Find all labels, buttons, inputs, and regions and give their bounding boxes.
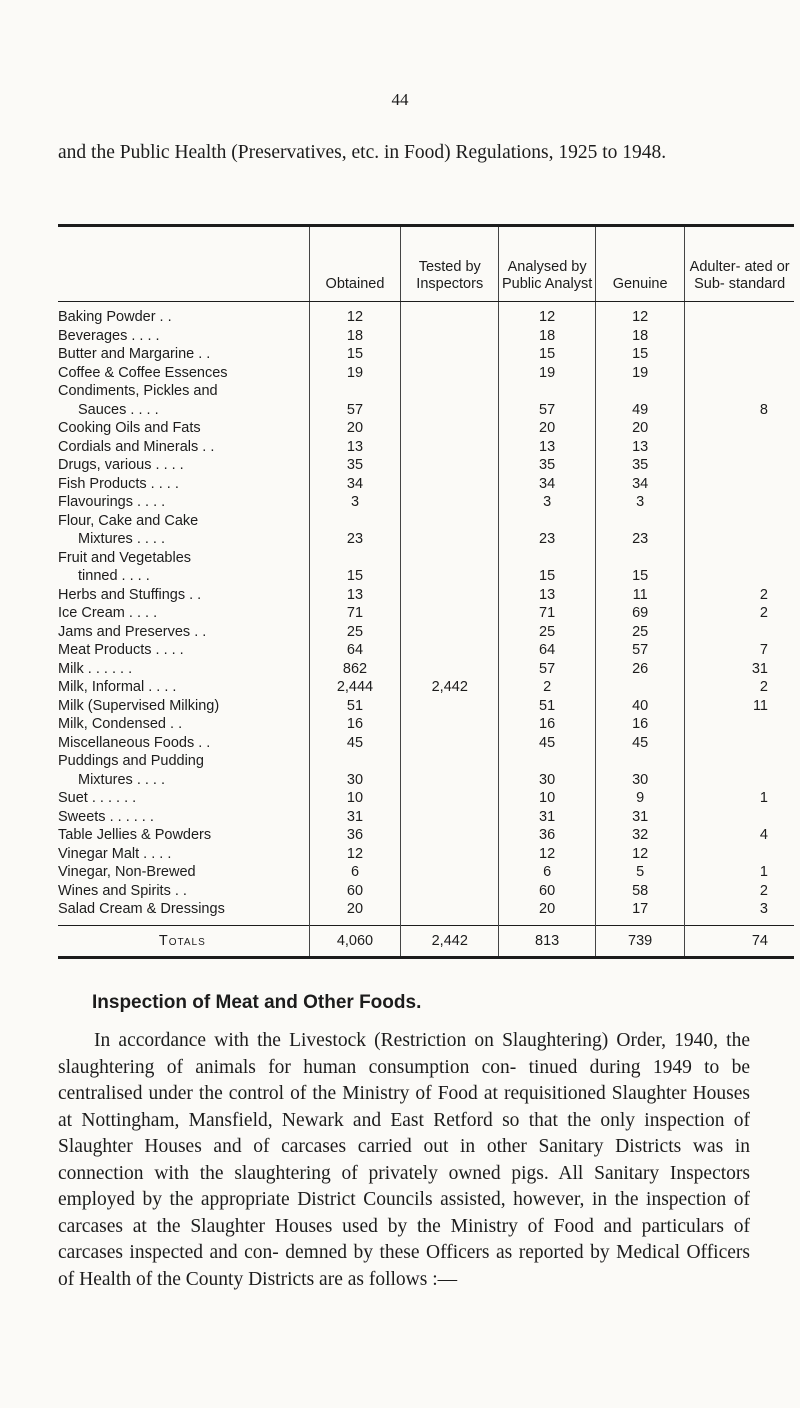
cell-tested	[401, 734, 499, 753]
cell-adulterated	[685, 419, 794, 438]
cell-item: Mixtures . . . .	[78, 531, 166, 547]
table-row	[58, 382, 794, 401]
cell-genuine: 26	[596, 660, 685, 679]
cell-tested	[401, 604, 499, 623]
table-header-row	[58, 226, 794, 302]
cell-adulterated: 4	[685, 826, 794, 845]
cell-adulterated	[685, 456, 794, 475]
cell-analysed: 13	[499, 586, 596, 605]
table-row	[58, 327, 794, 346]
cell-adulterated	[685, 771, 794, 790]
cell-analysed: 45	[499, 734, 596, 753]
cell-genuine	[596, 678, 685, 697]
cell-analysed: 64	[499, 641, 596, 660]
cell-genuine: 34	[596, 475, 685, 494]
header-obtained: Obtained	[309, 226, 401, 302]
page-number: 44	[391, 90, 409, 109]
cell-genuine	[596, 382, 685, 401]
cell-item: Ice Cream . . . .	[58, 605, 158, 621]
cell-analysed: 36	[499, 826, 596, 845]
totals-label: Totals	[58, 925, 309, 958]
cell-obtained: 60	[309, 882, 401, 901]
table-row	[58, 697, 794, 716]
cell-analysed: 35	[499, 456, 596, 475]
table-row	[58, 530, 794, 549]
cell-tested	[401, 493, 499, 512]
cell-genuine: 16	[596, 715, 685, 734]
cell-adulterated: 2	[685, 586, 794, 605]
totals-row	[58, 925, 794, 958]
totals-genuine: 739	[596, 925, 685, 958]
table-row	[58, 604, 794, 623]
totals-tested: 2,442	[401, 925, 499, 958]
cell-tested	[401, 845, 499, 864]
section-heading: Inspection of Meat and Other Foods.	[92, 992, 422, 1013]
cell-adulterated: 2	[685, 678, 794, 697]
cell-item: Vinegar, Non-Brewed	[58, 864, 196, 880]
cell-tested	[401, 715, 499, 734]
cell-genuine: 5	[596, 863, 685, 882]
cell-analysed: 12	[499, 302, 596, 327]
food-samples-table-wrapper	[58, 224, 794, 959]
cell-adulterated	[685, 327, 794, 346]
table-row	[58, 678, 794, 697]
cell-item: Butter and Margarine . .	[58, 346, 211, 362]
cell-obtained: 15	[309, 567, 401, 586]
cell-obtained: 13	[309, 586, 401, 605]
cell-obtained: 18	[309, 327, 401, 346]
cell-genuine: 15	[596, 567, 685, 586]
cell-tested	[401, 512, 499, 531]
cell-obtained: 25	[309, 623, 401, 642]
cell-genuine: 30	[596, 771, 685, 790]
cell-genuine: 40	[596, 697, 685, 716]
cell-obtained: 20	[309, 419, 401, 438]
table-row	[58, 456, 794, 475]
table-row	[58, 586, 794, 605]
cell-analysed: 10	[499, 789, 596, 808]
cell-genuine: 15	[596, 345, 685, 364]
table-row	[58, 493, 794, 512]
totals-obtained: 4,060	[309, 925, 401, 958]
cell-genuine: 25	[596, 623, 685, 642]
cell-obtained	[309, 382, 401, 401]
cell-item: Condiments, Pickles and	[58, 383, 218, 399]
table-row	[58, 512, 794, 531]
cell-item: Cooking Oils and Fats	[58, 420, 201, 436]
cell-analysed: 13	[499, 438, 596, 457]
cell-obtained: 6	[309, 863, 401, 882]
cell-tested	[401, 660, 499, 679]
cell-adulterated	[685, 567, 794, 586]
table-row	[58, 826, 794, 845]
cell-analysed: 6	[499, 863, 596, 882]
cell-analysed: 25	[499, 623, 596, 642]
cell-genuine: 3	[596, 493, 685, 512]
cell-item: Table Jellies & Powders	[58, 827, 212, 843]
cell-analysed: 60	[499, 882, 596, 901]
cell-tested	[401, 438, 499, 457]
cell-tested	[401, 302, 499, 327]
cell-tested	[401, 697, 499, 716]
cell-analysed: 19	[499, 364, 596, 383]
cell-genuine	[596, 752, 685, 771]
cell-adulterated: 11	[685, 697, 794, 716]
cell-item: Fish Products . . . .	[58, 475, 179, 492]
cell-tested	[401, 549, 499, 568]
cell-adulterated: 7	[685, 641, 794, 660]
table-row	[58, 475, 794, 494]
table-row	[58, 438, 794, 457]
cell-analysed: 31	[499, 808, 596, 827]
cell-analysed: 20	[499, 419, 596, 438]
cell-obtained: 23	[309, 530, 401, 549]
cell-item: Milk, Informal . . . .	[58, 679, 177, 695]
cell-item: Beverages . . . .	[58, 327, 160, 344]
cell-obtained: 20	[309, 900, 401, 925]
cell-adulterated	[685, 808, 794, 827]
cell-analysed: 3	[499, 493, 596, 512]
table-row	[58, 641, 794, 660]
cell-tested	[401, 789, 499, 808]
cell-adulterated	[685, 493, 794, 512]
cell-obtained: 13	[309, 438, 401, 457]
table-row	[58, 752, 794, 771]
cell-obtained: 12	[309, 302, 401, 327]
cell-analysed	[499, 382, 596, 401]
cell-item: Milk . . . . . .	[58, 660, 133, 677]
cell-item: Flavourings . . . .	[58, 494, 166, 510]
cell-obtained: 3	[309, 493, 401, 512]
cell-genuine: 12	[596, 845, 685, 864]
cell-obtained: 51	[309, 697, 401, 716]
cell-adulterated: 3	[685, 900, 794, 925]
cell-adulterated: 8	[685, 401, 794, 420]
cell-obtained	[309, 549, 401, 568]
table-row	[58, 345, 794, 364]
table-row	[58, 660, 794, 679]
cell-genuine: 12	[596, 302, 685, 327]
cell-analysed: 15	[499, 345, 596, 364]
cell-tested	[401, 364, 499, 383]
cell-tested	[401, 401, 499, 420]
cell-obtained	[309, 512, 401, 531]
cell-item: Flour, Cake and Cake	[58, 512, 199, 529]
cell-adulterated	[685, 549, 794, 568]
header-tested: Tested by Inspectors	[401, 226, 499, 302]
cell-genuine: 69	[596, 604, 685, 623]
cell-genuine: 58	[596, 882, 685, 901]
cell-adulterated	[685, 512, 794, 531]
cell-analysed: 71	[499, 604, 596, 623]
cell-genuine: 13	[596, 438, 685, 457]
cell-genuine: 57	[596, 641, 685, 660]
cell-obtained: 12	[309, 845, 401, 864]
cell-tested	[401, 882, 499, 901]
intro-text: and the Public Health (Preservatives, etc. in Food) Regulations, 1925 to 1948.	[58, 142, 667, 163]
cell-tested	[401, 826, 499, 845]
cell-adulterated	[685, 364, 794, 383]
cell-genuine	[596, 512, 685, 531]
cell-tested	[401, 530, 499, 549]
cell-adulterated	[685, 715, 794, 734]
cell-analysed	[499, 512, 596, 531]
cell-genuine: 32	[596, 826, 685, 845]
cell-analysed: 2	[499, 678, 596, 697]
table-row	[58, 715, 794, 734]
cell-analysed: 30	[499, 771, 596, 790]
header-genuine: Genuine	[596, 226, 685, 302]
cell-adulterated: 1	[685, 863, 794, 882]
cell-item: Drugs, various . . . .	[58, 457, 184, 473]
table-body	[58, 302, 794, 926]
cell-adulterated: 2	[685, 604, 794, 623]
cell-obtained: 31	[309, 808, 401, 827]
header-item	[58, 226, 309, 302]
cell-adulterated: 31	[685, 660, 794, 679]
cell-tested	[401, 900, 499, 925]
cell-adulterated: 2	[685, 882, 794, 901]
cell-analysed: 23	[499, 530, 596, 549]
cell-obtained: 34	[309, 475, 401, 494]
cell-genuine: 35	[596, 456, 685, 475]
cell-adulterated	[685, 623, 794, 642]
cell-analysed: 57	[499, 401, 596, 420]
cell-obtained	[309, 752, 401, 771]
cell-adulterated	[685, 302, 794, 327]
table-row	[58, 808, 794, 827]
table-row	[58, 863, 794, 882]
food-samples-table	[58, 224, 794, 959]
table-row	[58, 845, 794, 864]
cell-analysed: 20	[499, 900, 596, 925]
cell-obtained: 36	[309, 826, 401, 845]
cell-analysed: 34	[499, 475, 596, 494]
cell-genuine: 11	[596, 586, 685, 605]
cell-analysed: 18	[499, 327, 596, 346]
table-row	[58, 567, 794, 586]
cell-adulterated: 1	[685, 789, 794, 808]
cell-item: Puddings and Pudding	[58, 753, 204, 769]
cell-item: Milk, Condensed . .	[58, 716, 183, 732]
cell-obtained: 57	[309, 401, 401, 420]
cell-tested	[401, 382, 499, 401]
table-row	[58, 401, 794, 420]
cell-item: Baking Powder . .	[58, 309, 172, 325]
cell-genuine: 49	[596, 401, 685, 420]
cell-genuine: 9	[596, 789, 685, 808]
cell-analysed: 15	[499, 567, 596, 586]
cell-item: Sauces . . . .	[78, 401, 159, 418]
cell-tested: 2,442	[401, 678, 499, 697]
cell-genuine: 31	[596, 808, 685, 827]
cell-adulterated	[685, 345, 794, 364]
cell-tested	[401, 752, 499, 771]
cell-item: tinned . . . .	[78, 568, 150, 584]
cell-tested	[401, 623, 499, 642]
cell-analysed: 51	[499, 697, 596, 716]
cell-adulterated	[685, 475, 794, 494]
cell-analysed	[499, 752, 596, 771]
cell-tested	[401, 863, 499, 882]
table-row	[58, 623, 794, 642]
table-row	[58, 882, 794, 901]
cell-tested	[401, 345, 499, 364]
table-row	[58, 900, 794, 925]
cell-analysed: 16	[499, 715, 596, 734]
cell-obtained: 35	[309, 456, 401, 475]
cell-obtained: 30	[309, 771, 401, 790]
totals-adulterated: 74	[685, 925, 794, 958]
cell-obtained: 45	[309, 734, 401, 753]
cell-tested	[401, 327, 499, 346]
cell-tested	[401, 808, 499, 827]
cell-obtained: 862	[309, 660, 401, 679]
cell-item: Fruit and Vegetables	[58, 549, 192, 566]
cell-tested	[401, 586, 499, 605]
cell-item: Sweets . . . . . .	[58, 808, 154, 825]
cell-genuine: 23	[596, 530, 685, 549]
header-analysed: Analysed by Public Analyst	[499, 226, 596, 302]
cell-item: Herbs and Stuffings . .	[58, 586, 202, 603]
cell-adulterated	[685, 845, 794, 864]
cell-adulterated	[685, 438, 794, 457]
cell-genuine: 19	[596, 364, 685, 383]
cell-item: Suet . . . . . .	[58, 790, 137, 806]
cell-obtained: 15	[309, 345, 401, 364]
table-row	[58, 789, 794, 808]
cell-obtained: 2,444	[309, 678, 401, 697]
cell-tested	[401, 641, 499, 660]
table-row	[58, 419, 794, 438]
cell-obtained: 64	[309, 641, 401, 660]
cell-item: Cordials and Minerals . .	[58, 438, 215, 455]
cell-obtained: 71	[309, 604, 401, 623]
cell-adulterated	[685, 382, 794, 401]
cell-item: Mixtures . . . .	[78, 771, 166, 788]
cell-tested	[401, 475, 499, 494]
table-row	[58, 734, 794, 753]
cell-genuine	[596, 549, 685, 568]
cell-item: Coffee & Coffee Essences	[58, 364, 228, 381]
cell-item: Milk (Supervised Milking)	[58, 697, 220, 714]
cell-obtained: 16	[309, 715, 401, 734]
cell-item: Miscellaneous Foods . .	[58, 734, 211, 751]
cell-adulterated	[685, 734, 794, 753]
section-paragraph: In accordance with the Livestock (Restriction on Slaughtering) Order, 1940, the slaughtering of animals for human consumption con- tinued during 1949 to be centralised under the control of the Ministry of Food at requisitioned Slaughter Houses at Nottingham, Mansfield, Newark and East Retford so that the only inspection of Slaughter Houses and of carcases carried out in other Sanitary Districts was in connection with the slaughtering of privately owned pigs. All Sanitary Inspectors employed by the appropriate District Councils assisted, however, in the inspection of carcases at the Slaughter Houses used by the Ministry of Food and particulars of carcases inspected and con- demned by these Officers as reported by Medical Officers of Health of the County Districts are as follows :—	[58, 1030, 750, 1290]
cell-adulterated	[685, 530, 794, 549]
cell-genuine: 45	[596, 734, 685, 753]
table-row	[58, 549, 794, 568]
cell-item: Meat Products . . . .	[58, 642, 184, 658]
cell-adulterated	[685, 752, 794, 771]
cell-item: Wines and Spirits . .	[58, 882, 187, 899]
totals-analysed: 813	[499, 925, 596, 958]
cell-tested	[401, 567, 499, 586]
cell-item: Jams and Preserves . .	[58, 623, 207, 640]
cell-genuine: 18	[596, 327, 685, 346]
cell-analysed: 57	[499, 660, 596, 679]
table-row	[58, 364, 794, 383]
cell-tested	[401, 771, 499, 790]
cell-item: Vinegar Malt . . . .	[58, 845, 172, 862]
cell-tested	[401, 419, 499, 438]
cell-tested	[401, 456, 499, 475]
table-row	[58, 771, 794, 790]
cell-analysed	[499, 549, 596, 568]
cell-genuine: 20	[596, 419, 685, 438]
cell-obtained: 10	[309, 789, 401, 808]
header-adulterated: Adulter- ated or Sub- standard	[685, 226, 794, 302]
table-row	[58, 302, 794, 327]
cell-analysed: 12	[499, 845, 596, 864]
cell-obtained: 19	[309, 364, 401, 383]
cell-genuine: 17	[596, 900, 685, 925]
cell-item: Salad Cream & Dressings	[58, 901, 225, 917]
